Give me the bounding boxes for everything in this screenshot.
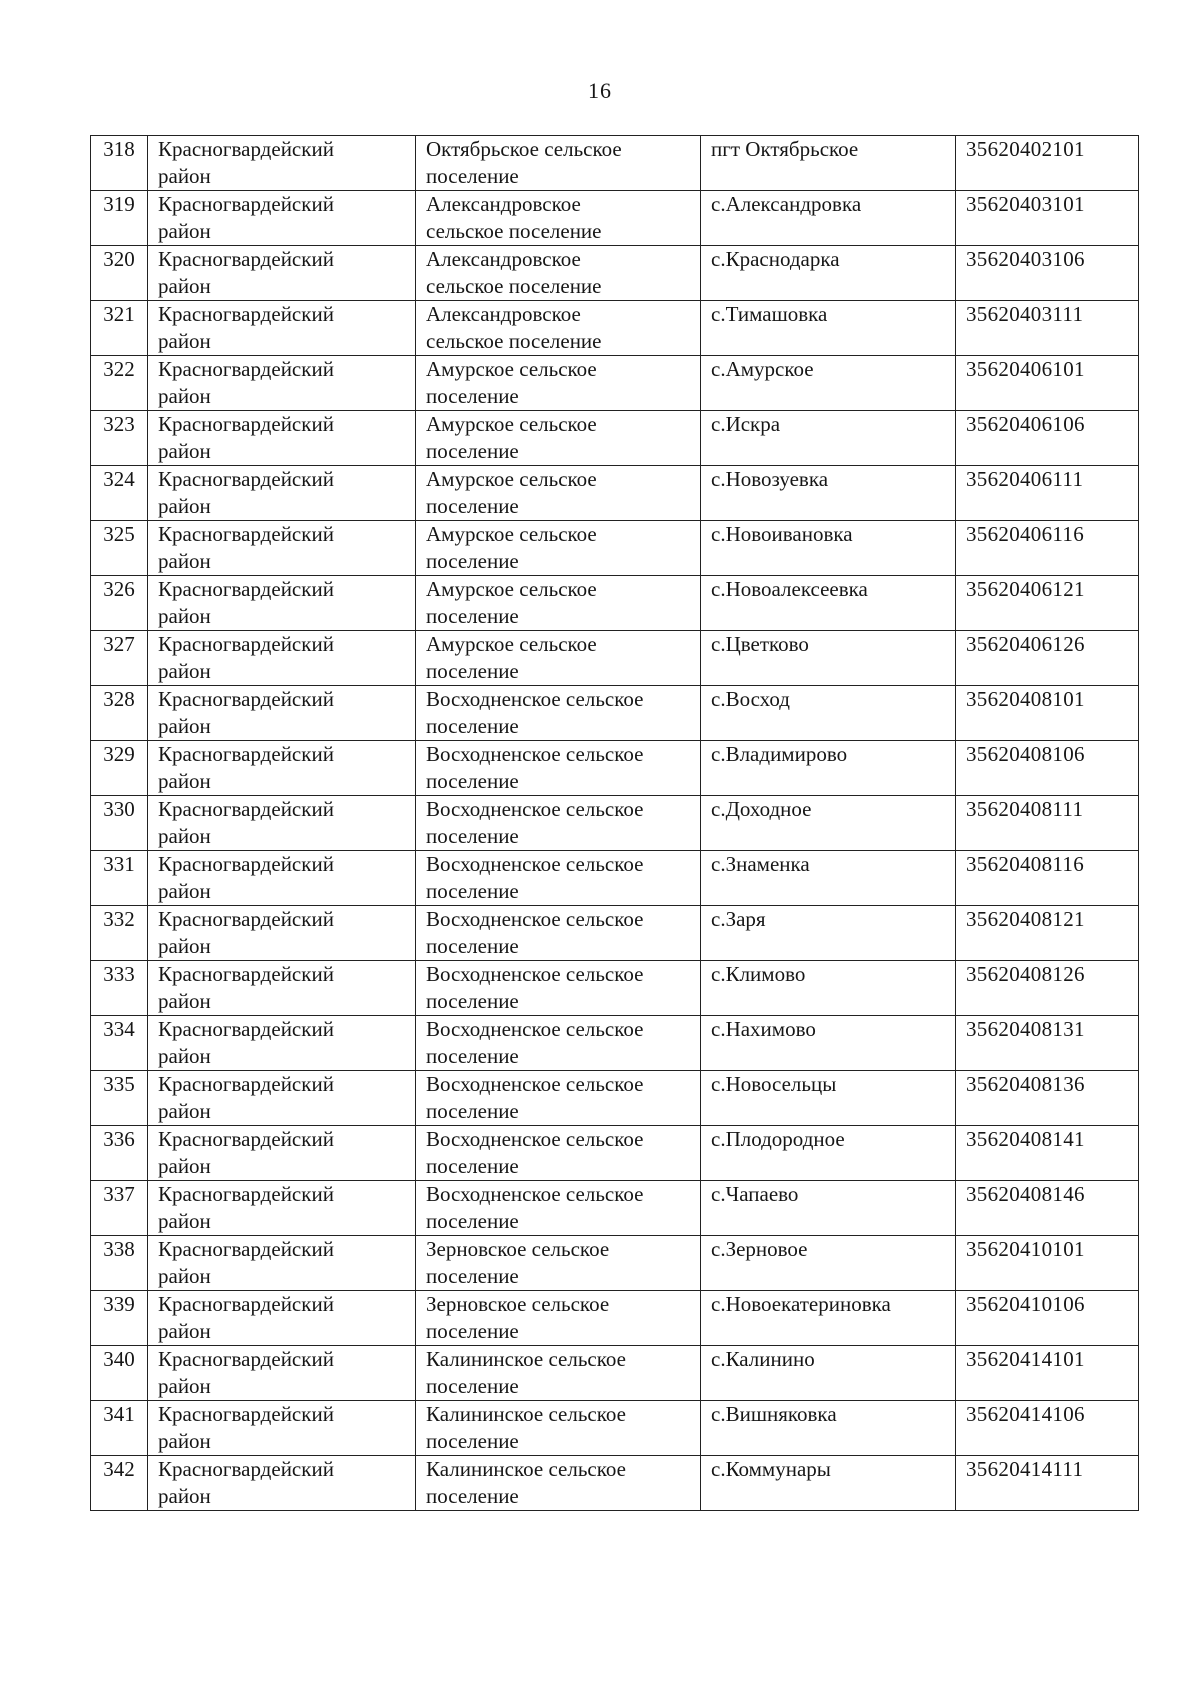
- locality-cell: с.Заря: [701, 906, 956, 961]
- table-row: [91, 851, 1139, 906]
- code-cell: 35620414101: [956, 1346, 1139, 1401]
- locality-cell: с.Вишняковка: [701, 1401, 956, 1456]
- district-type: район: [158, 604, 211, 628]
- code-cell: 35620408121: [956, 906, 1139, 961]
- district-cell: [148, 961, 416, 1016]
- district-cell: [148, 1456, 416, 1511]
- settlement-type: поселение: [426, 824, 519, 848]
- code-cell: 35620406106: [956, 411, 1139, 466]
- row-number: 339: [91, 1291, 148, 1346]
- settlement-name: Амурское сельское: [426, 467, 597, 491]
- district-name: Красногвардейский: [158, 357, 334, 381]
- locality-cell: с.Зерновое: [701, 1236, 956, 1291]
- table-row: [91, 1236, 1139, 1291]
- table-row: [91, 1126, 1139, 1181]
- settlement-type: поселение: [426, 439, 519, 463]
- table-row: [91, 741, 1139, 796]
- district-cell: [148, 356, 416, 411]
- locality-cell: с.Плодородное: [701, 1126, 956, 1181]
- settlement-type: сельское поселение: [426, 219, 602, 243]
- table-body: [91, 136, 1139, 1511]
- table-row: [91, 246, 1139, 301]
- district-name: Красногвардейский: [158, 632, 334, 656]
- district-cell: [148, 1016, 416, 1071]
- table-row: [91, 961, 1139, 1016]
- settlement-name: Восходненское сельское: [426, 742, 644, 766]
- table-row: [91, 136, 1139, 191]
- district-name: Красногвардейский: [158, 302, 334, 326]
- settlement-type: сельское поселение: [426, 329, 602, 353]
- district-name: Красногвардейский: [158, 742, 334, 766]
- settlement-cell: [416, 1126, 701, 1181]
- settlement-name: Калининское сельское: [426, 1347, 626, 1371]
- row-number: 323: [91, 411, 148, 466]
- locality-cell: с.Александровка: [701, 191, 956, 246]
- table-row: [91, 796, 1139, 851]
- code-cell: 35620408111: [956, 796, 1139, 851]
- settlement-type: поселение: [426, 1374, 519, 1398]
- district-type: район: [158, 714, 211, 738]
- district-name: Красногвардейский: [158, 962, 334, 986]
- district-type: район: [158, 384, 211, 408]
- locality-cell: с.Цветково: [701, 631, 956, 686]
- district-type: район: [158, 1209, 211, 1233]
- row-number: 336: [91, 1126, 148, 1181]
- code-cell: 35620406101: [956, 356, 1139, 411]
- district-type: район: [158, 439, 211, 463]
- table-row: [91, 631, 1139, 686]
- district-name: Красногвардейский: [158, 192, 334, 216]
- settlement-type: поселение: [426, 934, 519, 958]
- settlement-name: Восходненское сельское: [426, 1017, 644, 1041]
- district-cell: [148, 1181, 416, 1236]
- table-row: [91, 1401, 1139, 1456]
- code-cell: 35620414111: [956, 1456, 1139, 1511]
- district-name: Красногвардейский: [158, 1017, 334, 1041]
- settlement-type: поселение: [426, 714, 519, 738]
- row-number: 333: [91, 961, 148, 1016]
- district-type: район: [158, 659, 211, 683]
- code-cell: 35620408106: [956, 741, 1139, 796]
- settlement-name: Восходненское сельское: [426, 1182, 644, 1206]
- row-number: 329: [91, 741, 148, 796]
- row-number: 331: [91, 851, 148, 906]
- district-name: Красногвардейский: [158, 1127, 334, 1151]
- settlement-cell: [416, 246, 701, 301]
- row-number: 337: [91, 1181, 148, 1236]
- locality-cell: с.Искра: [701, 411, 956, 466]
- district-cell: [148, 796, 416, 851]
- district-type: район: [158, 1319, 211, 1343]
- settlement-type: поселение: [426, 1209, 519, 1233]
- code-cell: 35620403106: [956, 246, 1139, 301]
- settlement-name: Октябрьское сельское: [426, 137, 622, 161]
- table-row: [91, 1071, 1139, 1126]
- locality-cell: с.Новосельцы: [701, 1071, 956, 1126]
- district-type: район: [158, 1484, 211, 1508]
- settlement-cell: [416, 1236, 701, 1291]
- row-number: 318: [91, 136, 148, 191]
- settlement-name: Александровское: [426, 247, 581, 271]
- district-cell: [148, 1291, 416, 1346]
- code-cell: 35620408136: [956, 1071, 1139, 1126]
- table-row: [91, 356, 1139, 411]
- district-cell: [148, 1071, 416, 1126]
- district-name: Красногвардейский: [158, 467, 334, 491]
- table-row: [91, 906, 1139, 961]
- locality-cell: с.Тимашовка: [701, 301, 956, 356]
- locality-cell: с.Калинино: [701, 1346, 956, 1401]
- district-cell: [148, 851, 416, 906]
- table-row: [91, 191, 1139, 246]
- settlement-name: Восходненское сельское: [426, 907, 644, 931]
- locality-cell: с.Краснодарка: [701, 246, 956, 301]
- district-cell: [148, 1236, 416, 1291]
- settlement-cell: [416, 136, 701, 191]
- settlement-name: Восходненское сельское: [426, 962, 644, 986]
- district-name: Красногвардейский: [158, 1072, 334, 1096]
- district-type: район: [158, 549, 211, 573]
- locality-cell: с.Восход: [701, 686, 956, 741]
- district-cell: [148, 1126, 416, 1181]
- settlement-type: поселение: [426, 384, 519, 408]
- settlement-cell: [416, 521, 701, 576]
- row-number: 326: [91, 576, 148, 631]
- table-row: [91, 1016, 1139, 1071]
- district-type: район: [158, 934, 211, 958]
- district-type: район: [158, 274, 211, 298]
- district-cell: [148, 576, 416, 631]
- district-type: район: [158, 164, 211, 188]
- table-row: [91, 1181, 1139, 1236]
- district-type: район: [158, 1099, 211, 1123]
- settlement-name: Восходненское сельское: [426, 852, 644, 876]
- district-name: Красногвардейский: [158, 1402, 334, 1426]
- locality-cell: с.Амурское: [701, 356, 956, 411]
- code-cell: 35620406126: [956, 631, 1139, 686]
- settlement-type: поселение: [426, 989, 519, 1013]
- district-cell: [148, 191, 416, 246]
- settlement-cell: [416, 796, 701, 851]
- locality-cell: с.Климово: [701, 961, 956, 1016]
- code-cell: 35620410101: [956, 1236, 1139, 1291]
- district-type: район: [158, 219, 211, 243]
- district-cell: [148, 246, 416, 301]
- settlement-type: поселение: [426, 769, 519, 793]
- settlement-type: поселение: [426, 659, 519, 683]
- settlement-cell: [416, 686, 701, 741]
- district-cell: [148, 686, 416, 741]
- table-row: [91, 466, 1139, 521]
- district-name: Красногвардейский: [158, 907, 334, 931]
- settlement-cell: [416, 1346, 701, 1401]
- locality-cell: с.Нахимово: [701, 1016, 956, 1071]
- settlement-cell: [416, 1456, 701, 1511]
- district-name: Красногвардейский: [158, 247, 334, 271]
- settlement-cell: [416, 741, 701, 796]
- row-number: 320: [91, 246, 148, 301]
- district-cell: [148, 466, 416, 521]
- row-number: 325: [91, 521, 148, 576]
- district-name: Красногвардейский: [158, 1237, 334, 1261]
- settlement-type: поселение: [426, 494, 519, 518]
- code-cell: 35620408141: [956, 1126, 1139, 1181]
- locality-cell: с.Новоивановка: [701, 521, 956, 576]
- locality-cell: с.Доходное: [701, 796, 956, 851]
- settlement-name: Калининское сельское: [426, 1457, 626, 1481]
- code-cell: 35620408146: [956, 1181, 1139, 1236]
- settlement-cell: [416, 576, 701, 631]
- district-cell: [148, 741, 416, 796]
- settlement-name: Восходненское сельское: [426, 797, 644, 821]
- row-number: 330: [91, 796, 148, 851]
- row-number: 328: [91, 686, 148, 741]
- table-row: [91, 521, 1139, 576]
- settlement-type: сельское поселение: [426, 274, 602, 298]
- district-name: Красногвардейский: [158, 1347, 334, 1371]
- settlement-name: Амурское сельское: [426, 412, 597, 436]
- page-number: 16: [588, 78, 612, 103]
- district-type: район: [158, 494, 211, 518]
- settlement-cell: [416, 466, 701, 521]
- row-number: 335: [91, 1071, 148, 1126]
- row-number: 319: [91, 191, 148, 246]
- settlement-cell: [416, 1016, 701, 1071]
- table-row: [91, 301, 1139, 356]
- settlements-table: [90, 135, 1139, 1511]
- district-type: район: [158, 989, 211, 1013]
- settlement-cell: [416, 411, 701, 466]
- settlement-cell: [416, 851, 701, 906]
- settlement-type: поселение: [426, 1099, 519, 1123]
- row-number: 341: [91, 1401, 148, 1456]
- locality-cell: с.Новозуевка: [701, 466, 956, 521]
- settlement-type: поселение: [426, 1319, 519, 1343]
- code-cell: 35620414106: [956, 1401, 1139, 1456]
- settlement-name: Восходненское сельское: [426, 1127, 644, 1151]
- district-name: Красногвардейский: [158, 852, 334, 876]
- row-number: 334: [91, 1016, 148, 1071]
- locality-cell: пгт Октябрьское: [701, 136, 956, 191]
- settlement-type: поселение: [426, 1484, 519, 1508]
- settlement-name: Восходненское сельское: [426, 687, 644, 711]
- settlement-cell: [416, 301, 701, 356]
- row-number: 332: [91, 906, 148, 961]
- row-number: 338: [91, 1236, 148, 1291]
- district-name: Красногвардейский: [158, 577, 334, 601]
- settlement-name: Амурское сельское: [426, 357, 597, 381]
- table-row: [91, 1291, 1139, 1346]
- settlement-cell: [416, 961, 701, 1016]
- district-cell: [148, 411, 416, 466]
- row-number: 327: [91, 631, 148, 686]
- district-cell: [148, 136, 416, 191]
- district-name: Красногвардейский: [158, 522, 334, 546]
- settlement-cell: [416, 906, 701, 961]
- locality-cell: с.Чапаево: [701, 1181, 956, 1236]
- locality-cell: с.Знаменка: [701, 851, 956, 906]
- settlement-name: Зерновское сельское: [426, 1292, 610, 1316]
- district-cell: [148, 631, 416, 686]
- code-cell: 35620406116: [956, 521, 1139, 576]
- code-cell: 35620408126: [956, 961, 1139, 1016]
- settlement-type: поселение: [426, 549, 519, 573]
- settlement-name: Восходненское сельское: [426, 1072, 644, 1096]
- district-type: район: [158, 1374, 211, 1398]
- table-row: [91, 1346, 1139, 1401]
- district-name: Красногвардейский: [158, 1182, 334, 1206]
- district-type: район: [158, 1154, 211, 1178]
- settlement-cell: [416, 631, 701, 686]
- row-number: 324: [91, 466, 148, 521]
- table-row: [91, 411, 1139, 466]
- settlement-cell: [416, 191, 701, 246]
- settlement-cell: [416, 1291, 701, 1346]
- district-type: район: [158, 329, 211, 353]
- district-name: Красногвардейский: [158, 1292, 334, 1316]
- row-number: 322: [91, 356, 148, 411]
- locality-cell: с.Новоалексеевка: [701, 576, 956, 631]
- district-type: район: [158, 1044, 211, 1068]
- code-cell: 35620408116: [956, 851, 1139, 906]
- settlement-name: Калининское сельское: [426, 1402, 626, 1426]
- locality-cell: с.Коммунары: [701, 1456, 956, 1511]
- code-cell: 35620408131: [956, 1016, 1139, 1071]
- district-type: район: [158, 879, 211, 903]
- row-number: 340: [91, 1346, 148, 1401]
- locality-cell: с.Новоекатериновка: [701, 1291, 956, 1346]
- row-number: 342: [91, 1456, 148, 1511]
- settlement-cell: [416, 1401, 701, 1456]
- district-name: Красногвардейский: [158, 687, 334, 711]
- settlement-type: поселение: [426, 1044, 519, 1068]
- district-cell: [148, 906, 416, 961]
- row-number: 321: [91, 301, 148, 356]
- settlement-type: поселение: [426, 1154, 519, 1178]
- district-cell: [148, 1401, 416, 1456]
- code-cell: 35620403101: [956, 191, 1139, 246]
- district-name: Красногвардейский: [158, 137, 334, 161]
- table-row: [91, 1456, 1139, 1511]
- locality-cell: с.Владимирово: [701, 741, 956, 796]
- settlement-cell: [416, 1181, 701, 1236]
- district-name: Красногвардейский: [158, 797, 334, 821]
- district-type: район: [158, 1264, 211, 1288]
- district-type: район: [158, 824, 211, 848]
- table-row: [91, 686, 1139, 741]
- settlement-type: поселение: [426, 879, 519, 903]
- district-cell: [148, 1346, 416, 1401]
- district-type: район: [158, 1429, 211, 1453]
- settlement-type: поселение: [426, 164, 519, 188]
- district-name: Красногвардейский: [158, 412, 334, 436]
- settlement-name: Амурское сельское: [426, 522, 597, 546]
- code-cell: 35620402101: [956, 136, 1139, 191]
- code-cell: 35620406111: [956, 466, 1139, 521]
- code-cell: 35620406121: [956, 576, 1139, 631]
- settlement-name: Александровское: [426, 192, 581, 216]
- settlement-cell: [416, 1071, 701, 1126]
- code-cell: 35620408101: [956, 686, 1139, 741]
- district-type: район: [158, 769, 211, 793]
- settlement-name: Амурское сельское: [426, 632, 597, 656]
- settlement-name: Амурское сельское: [426, 577, 597, 601]
- settlement-type: поселение: [426, 1429, 519, 1453]
- code-cell: 35620403111: [956, 301, 1139, 356]
- table-row: [91, 576, 1139, 631]
- settlement-name: Александровское: [426, 302, 581, 326]
- settlement-type: поселение: [426, 604, 519, 628]
- settlement-cell: [416, 356, 701, 411]
- settlement-type: поселение: [426, 1264, 519, 1288]
- district-cell: [148, 521, 416, 576]
- code-cell: 35620410106: [956, 1291, 1139, 1346]
- settlement-name: Зерновское сельское: [426, 1237, 610, 1261]
- district-name: Красногвардейский: [158, 1457, 334, 1481]
- district-cell: [148, 301, 416, 356]
